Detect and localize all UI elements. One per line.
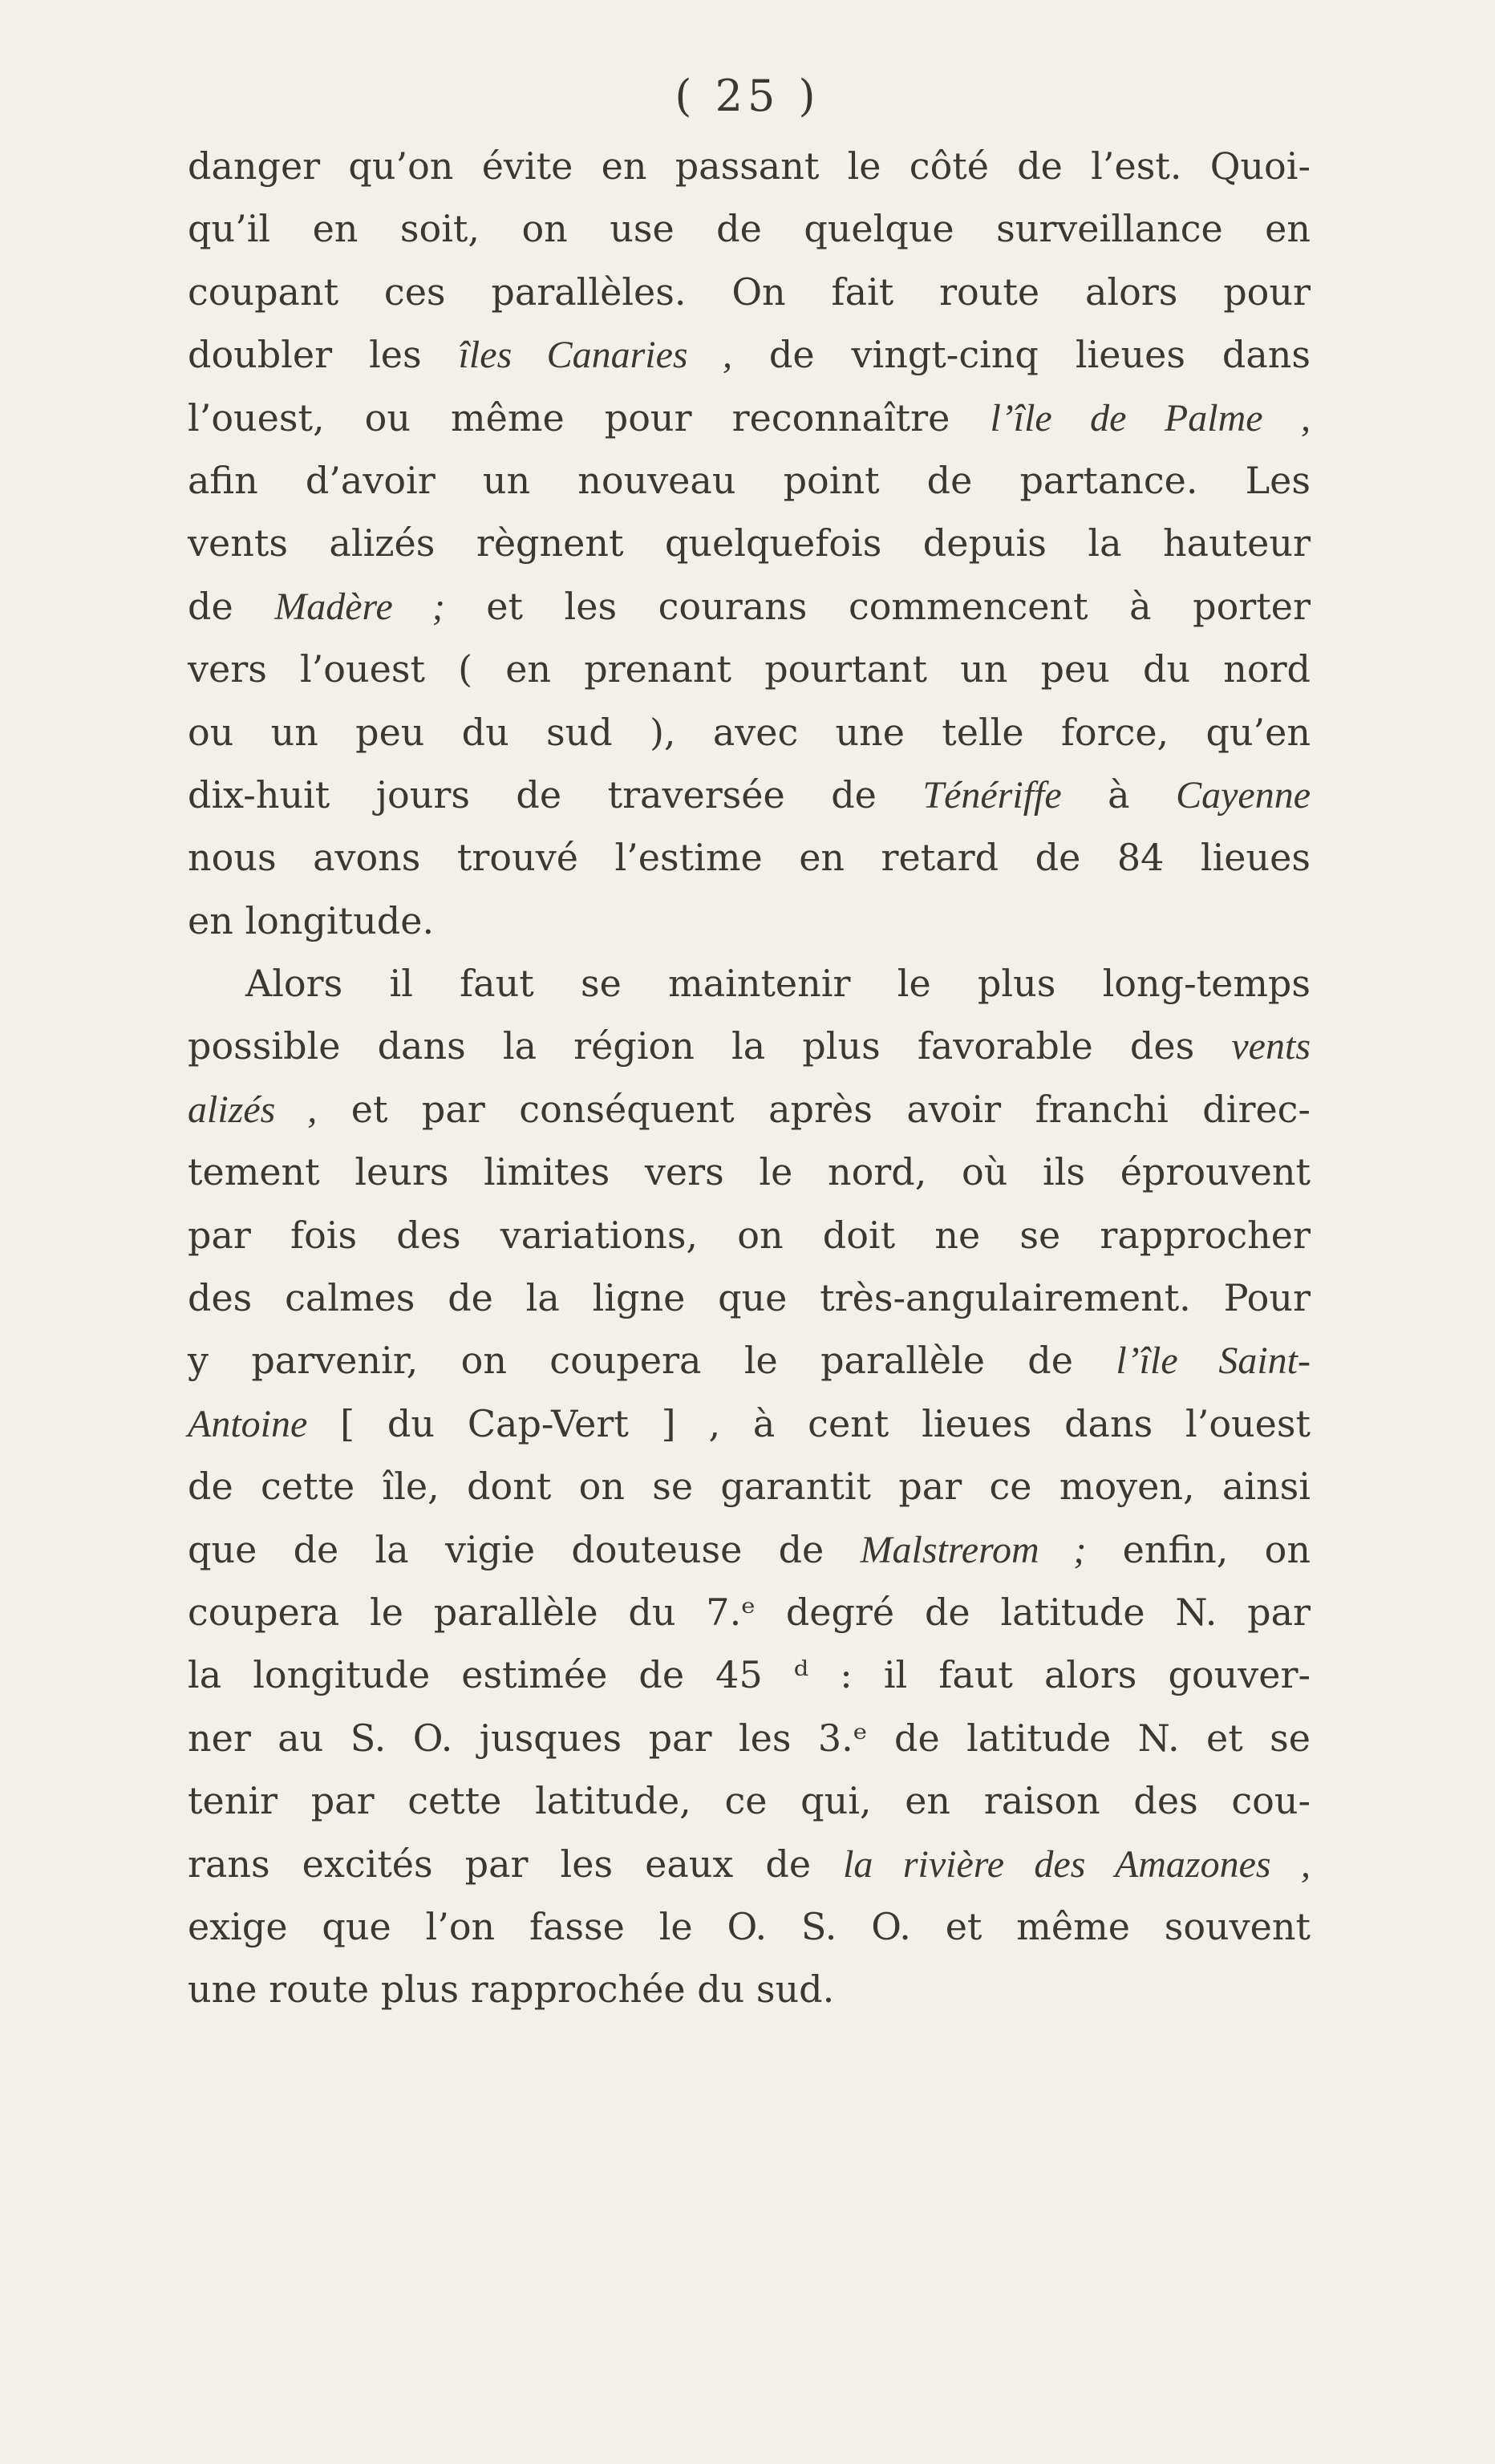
text-line: des calmes de la ligne que très-angulairement. Pour <box>188 1276 1311 1320</box>
body-text <box>188 135 1311 2021</box>
text-line: vers l’ouest ( en prenant pourtant un peu du nord <box>188 647 1311 691</box>
place-name: Ténériffe <box>922 773 1062 817</box>
text-line: afin d’avoir un nouveau point de partance. Les <box>188 458 1311 502</box>
text-line: de cette île, dont on se garantit par ce moyen, ainsi <box>188 1465 1311 1509</box>
text-line: y parvenir, on coupera le parallèle de l’île Saint- <box>188 1339 1311 1383</box>
place-name: l’île de Palme , <box>990 396 1311 440</box>
text-line: l’ouest, ou même pour reconnaître l’île de Palme , <box>188 395 1311 440</box>
place-name: l’île Saint- <box>1116 1339 1311 1383</box>
text-line: ner au S. O. jusques par les 3.ᵉ de latitude N. et se <box>188 1716 1311 1760</box>
place-name: îles Canaries , <box>458 334 732 377</box>
text-line: danger qu’on évite en passant le côté de l’est. Quoi- <box>188 144 1311 188</box>
text-line: exige que l’on fasse le O. S. O. et même souvent <box>188 1904 1311 1948</box>
term: alizés , <box>188 1088 318 1131</box>
text-line: nous avons trouvé l’estime en retard de 84 lieues <box>188 836 1311 880</box>
text-line: vents alizés règnent quelquefois depuis la hauteur <box>188 521 1311 565</box>
text-line: la longitude estimée de 45 ᵈ : il faut alors gouver- <box>188 1653 1311 1697</box>
text-line: coupant ces parallèles. On fait route alors pour <box>188 270 1311 314</box>
text-line: coupera le parallèle du 7.ᵉ degré de latitude N. par <box>188 1590 1311 1634</box>
text-line: tement leurs limites vers le nord, où ils éprouvent <box>188 1150 1311 1194</box>
place-name: la rivière des Amazones , <box>843 1842 1311 1886</box>
text-line: une route plus rapprochée du sud. <box>188 1968 835 2012</box>
text-line: Alors il faut se maintenir le plus long-temps <box>245 962 1311 1006</box>
place-name: Malstrerom ; <box>860 1528 1087 1571</box>
term: vents <box>1231 1025 1311 1068</box>
page-number: ( 25 ) <box>675 71 820 121</box>
text-line: rans excités par les eaux de la rivière des Amazones , <box>188 1842 1311 1886</box>
text-line: ou un peu du sud ), avec une telle force, qu’en <box>188 710 1311 754</box>
text-line: alizés , et par conséquent après avoir franchi direc- <box>188 1087 1311 1131</box>
place-name: Antoine <box>188 1402 308 1445</box>
place-name: Cayenne <box>1176 773 1311 817</box>
text-line: en longitude. <box>188 898 435 942</box>
text-line: Antoine [ du Cap-Vert ] , à cent lieues dans l’ouest <box>188 1401 1311 1445</box>
text-line: tenir par cette latitude, ce qui, en raison des cou- <box>188 1779 1311 1823</box>
text-line: par fois des variations, on doit ne se rapprocher <box>188 1213 1311 1257</box>
text-line: qu’il en soit, on use de quelque surveillance en <box>188 207 1311 251</box>
text-line: de Madère ; et les courans commencent à porter <box>188 584 1311 628</box>
text-line: possible dans la région la plus favorable des vents <box>188 1024 1311 1068</box>
text-line: dix-huit jours de traversée de Ténériffe à Cayenne <box>188 772 1311 817</box>
place-name: Madère ; <box>274 585 445 628</box>
text-line: que de la vigie douteuse de Malstrerom ; enfin, on <box>188 1527 1311 1571</box>
text-line: doubler les îles Canaries , de vingt-cinq lieues dans <box>188 333 1311 377</box>
